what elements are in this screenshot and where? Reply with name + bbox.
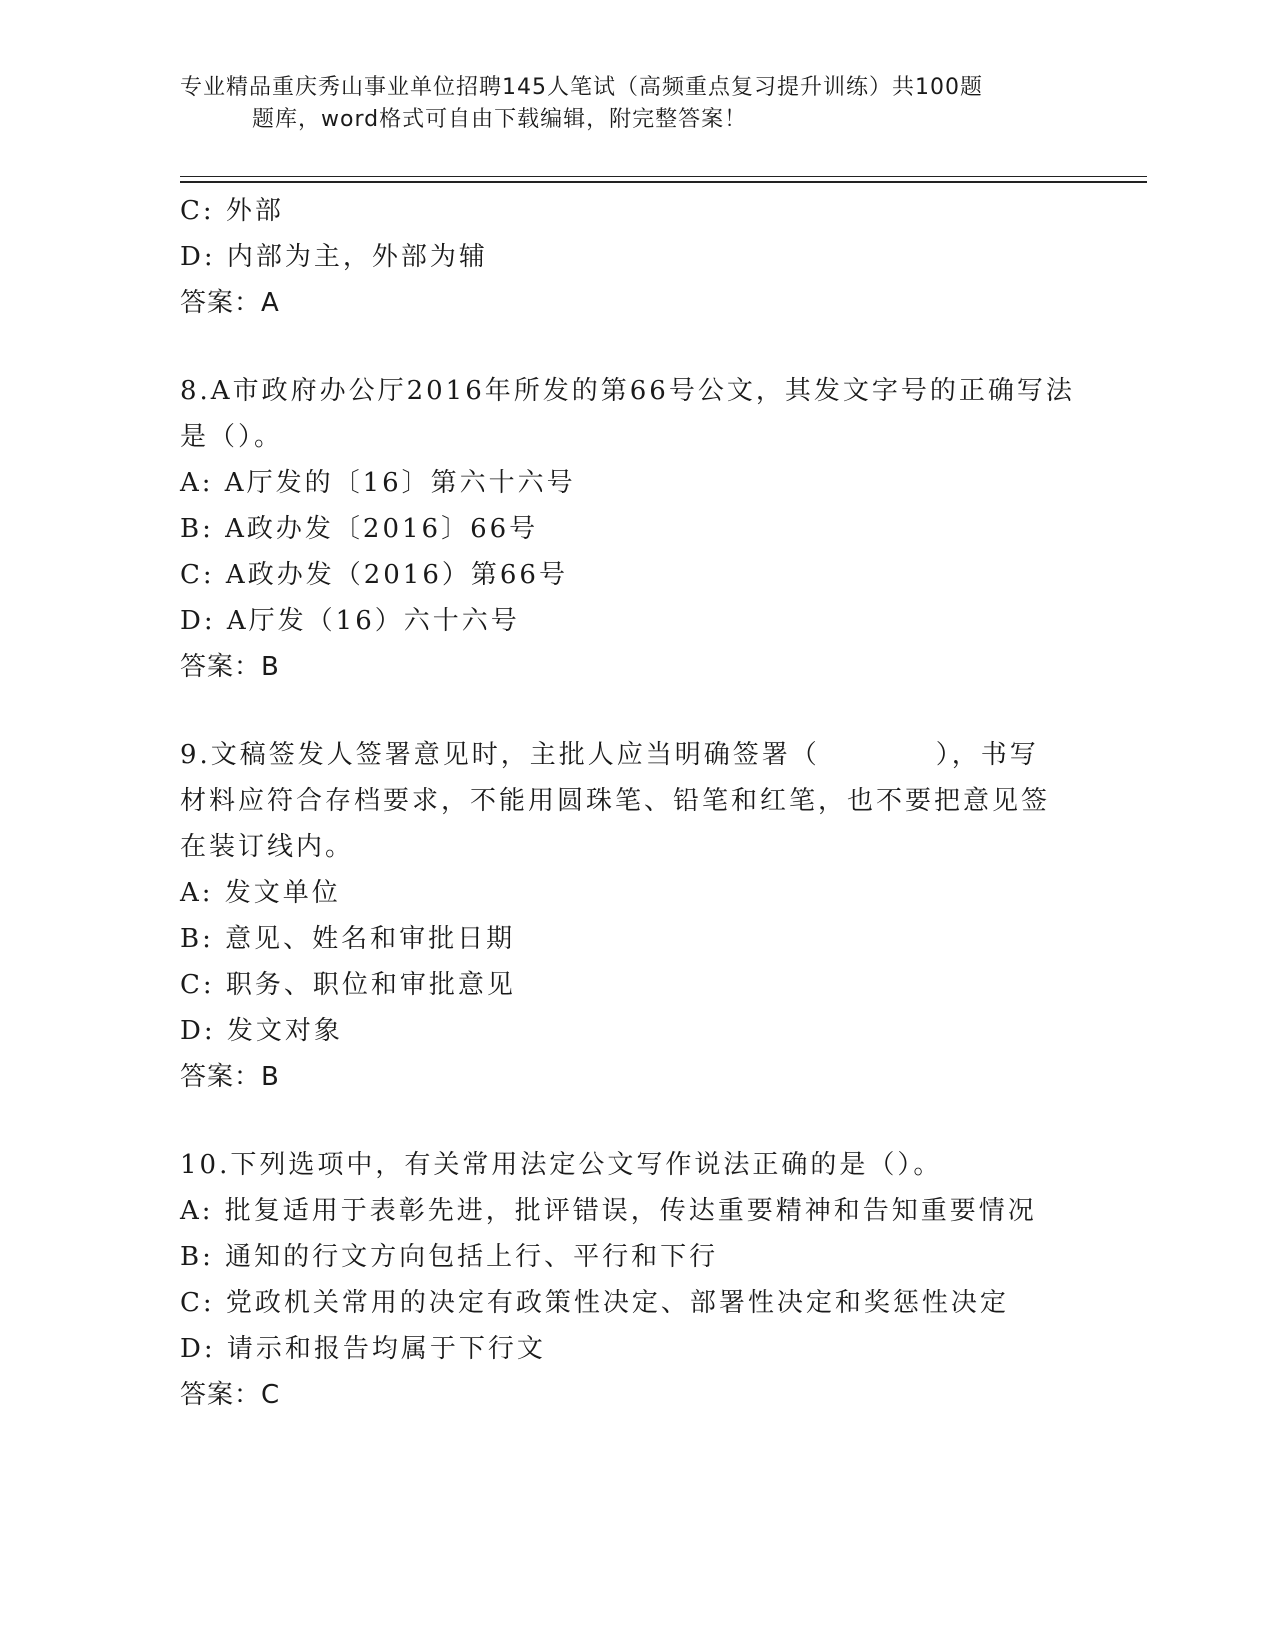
question-stem: 在装订线内。 bbox=[180, 832, 355, 862]
page-header bbox=[180, 72, 1060, 136]
answer: 答案：A bbox=[180, 288, 280, 318]
option-d: D: 发文对象 bbox=[180, 1016, 343, 1046]
answer: 答案：C bbox=[180, 1380, 281, 1410]
question-stem: 是（）。 bbox=[180, 422, 284, 452]
question-stem: 9.文稿签发人签署意见时，主批人应当明确签署（ ），书写 bbox=[180, 740, 1039, 770]
option-b: B: 通知的行文方向包括上行、平行和下行 bbox=[180, 1242, 719, 1272]
option-c: C: 外部 bbox=[180, 196, 284, 226]
question-stem: 10.下列选项中，有关常用法定公文写作说法正确的是（）。 bbox=[180, 1150, 943, 1180]
option-d: D: 内部为主，外部为辅 bbox=[180, 242, 488, 272]
option-b: B: A政办发〔2016〕66号 bbox=[180, 514, 539, 544]
option-a: A: 发文单位 bbox=[180, 878, 341, 908]
option-c: C: 职务、职位和审批意见 bbox=[180, 970, 516, 1000]
question-8 bbox=[180, 368, 1080, 690]
question-stem: 8.A市政府办公厅2016年所发的第66号公文，其发文字号的正确写法 bbox=[180, 376, 1075, 406]
question-stem: 材料应符合存档要求，不能用圆珠笔、铅笔和红笔，也不要把意见签 bbox=[180, 786, 1051, 816]
header-title-line-1: 专业精品重庆秀山事业单位招聘145人笔试（高频重点复习提升训练）共100题 bbox=[180, 75, 983, 100]
question-7-tail bbox=[180, 188, 1080, 326]
option-a: A: A厅发的〔16〕第六十六号 bbox=[180, 468, 576, 498]
option-a: A: 批复适用于表彰先进，批评错误，传达重要精神和告知重要情况 bbox=[180, 1196, 1037, 1226]
option-b: B: 意见、姓名和审批日期 bbox=[180, 924, 516, 954]
header-divider bbox=[180, 176, 1147, 183]
option-c: C: 党政机关常用的决定有政策性决定、部署性决定和奖惩性决定 bbox=[180, 1288, 1009, 1318]
answer: 答案：B bbox=[180, 652, 280, 682]
answer: 答案：B bbox=[180, 1062, 280, 1092]
question-list bbox=[180, 188, 1080, 1418]
option-c: C: A政办发（2016）第66号 bbox=[180, 560, 568, 590]
question-10 bbox=[180, 1142, 1080, 1418]
question-9 bbox=[180, 732, 1080, 1100]
option-d: D: 请示和报告均属于下行文 bbox=[180, 1334, 546, 1364]
option-d: D: A厅发（16）六十六号 bbox=[180, 606, 520, 636]
header-title-line-2: 题库，word格式可自由下载编辑，附完整答案！ bbox=[252, 107, 748, 132]
